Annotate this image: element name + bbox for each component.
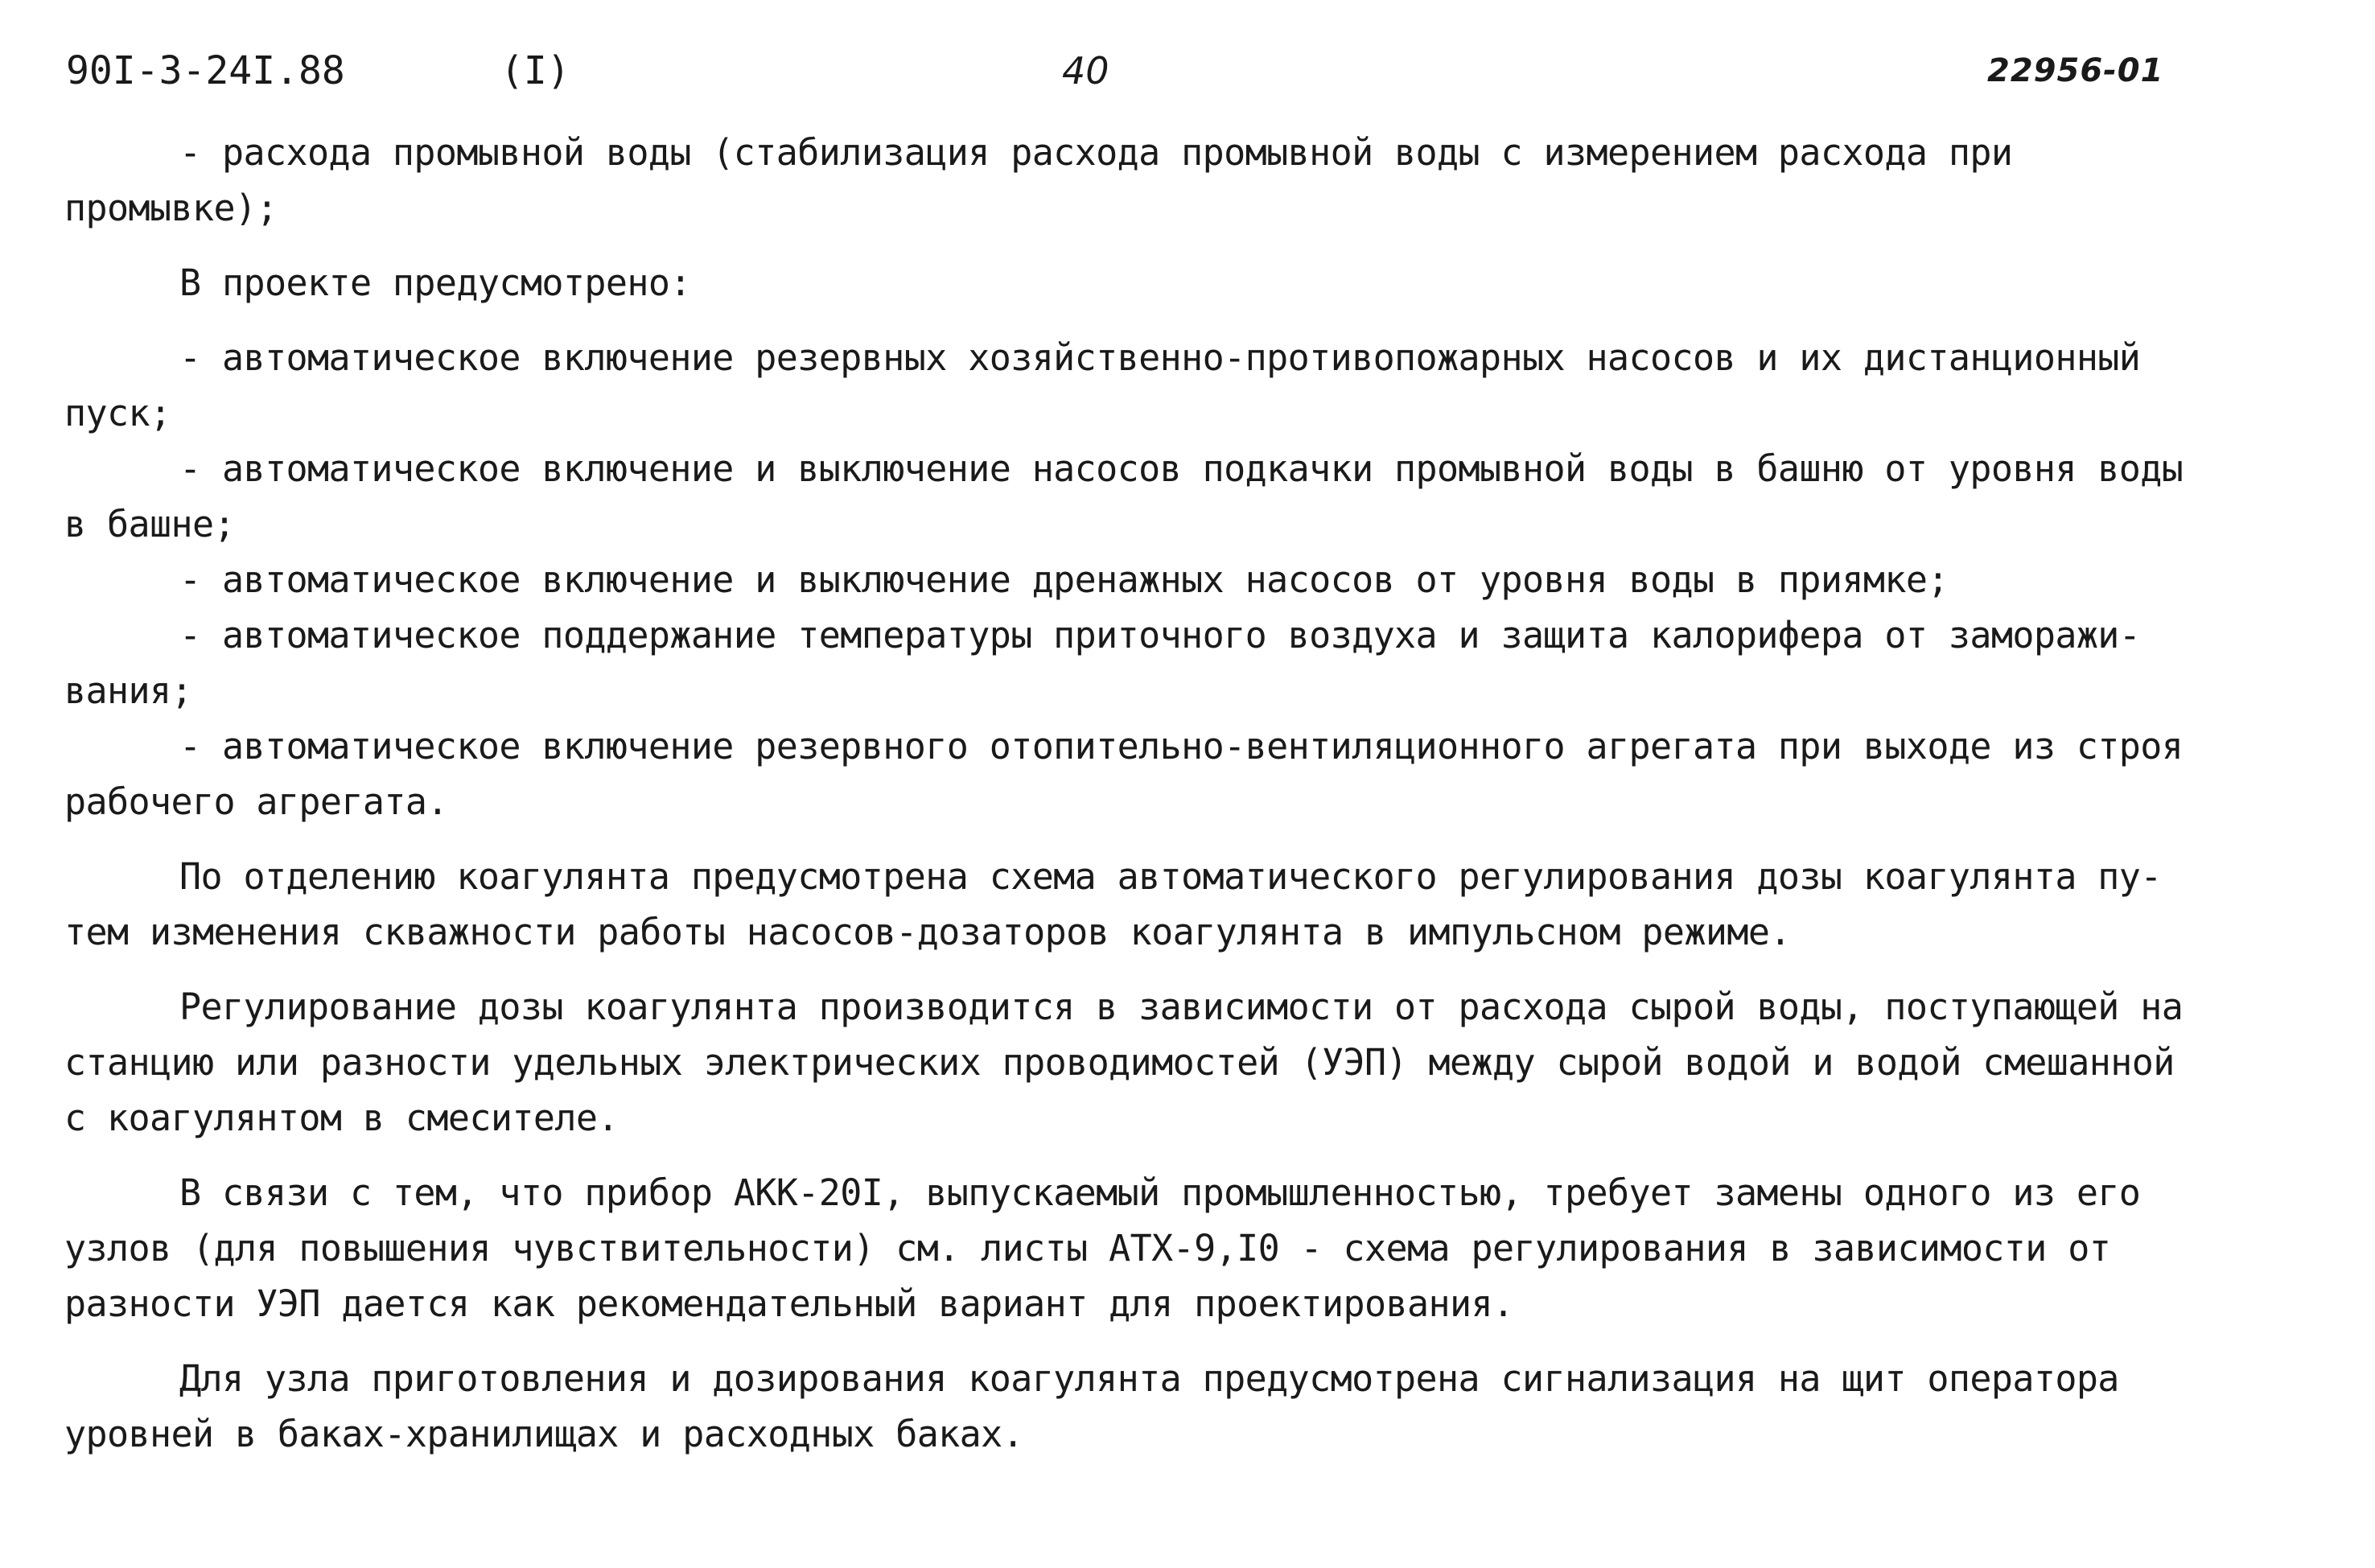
inventory-number: 22956-01 xyxy=(1987,52,2164,89)
text-line: разности УЭП дается как рекомендательный вариант для проектирования. xyxy=(64,1282,1514,1325)
text-line: В связи с тем, что прибор АКК-20I, выпускаемый промышленностью, требует замены одного из его xyxy=(179,1171,2141,1214)
text-line: станцию или разности удельных электрических проводимостей (УЭП) между сырой водой и водой смешанной xyxy=(64,1041,2175,1084)
document-code: 90I-3-24I.88 xyxy=(66,48,345,93)
text-line: узлов (для повышения чувствительности) см. листы АТХ-9,I0 - схема регулирования в зависимости от xyxy=(64,1227,2111,1270)
text-line: рабочего агрегата. xyxy=(64,780,448,823)
page-number: 40 xyxy=(1062,49,1109,93)
album-number: (I) xyxy=(500,48,570,93)
text-line: - автоматическое поддержание температуры приточного воздуха и защита калорифера от заморажи- xyxy=(179,614,2141,656)
text-line: Для узла приготовления и дозирования коагулянта предусмотрена сигнализация на щит оператора xyxy=(179,1357,2119,1400)
text-line: В проекте предусмотрено: xyxy=(179,261,691,304)
text-line: - расхода промывной воды (стабилизация расхода промывной воды с измерением расхода при xyxy=(179,131,2013,174)
text-line: вания; xyxy=(64,669,192,712)
text-line: в башне; xyxy=(64,503,235,545)
text-line: промывке); xyxy=(64,187,278,229)
text-line: уровней в баках-хранилищах и расходных баках. xyxy=(64,1413,1024,1455)
text-line: тем изменения скважности работы насосов-дозаторов коагулянта в импульсном режиме. xyxy=(64,911,1791,953)
document-body xyxy=(64,125,2317,1462)
text-line: Регулирование дозы коагулянта производится в зависимости от расхода сырой воды, поступающей на xyxy=(179,986,2184,1028)
text-line: - автоматическое включение и выключение дренажных насосов от уровня воды в приямке; xyxy=(179,558,1949,601)
text-line: с коагулянтом в смесителе. xyxy=(64,1097,619,1139)
text-line: - автоматическое включение резервного отопительно-вентиляционного агрегата при выходе из строя xyxy=(179,725,2184,768)
text-line: - автоматическое включение резервных хозяйственно-противопожарных насосов и их дистанционный xyxy=(179,336,2141,379)
text-line: пуск; xyxy=(64,392,171,434)
text-line: По отделению коагулянта предусмотрена схема автоматического регулирования дозы коагулянта пу- xyxy=(179,855,2162,898)
text-line: - автоматическое включение и выключение насосов подкачки промывной воды в башню от уровня воды xyxy=(179,447,2184,490)
